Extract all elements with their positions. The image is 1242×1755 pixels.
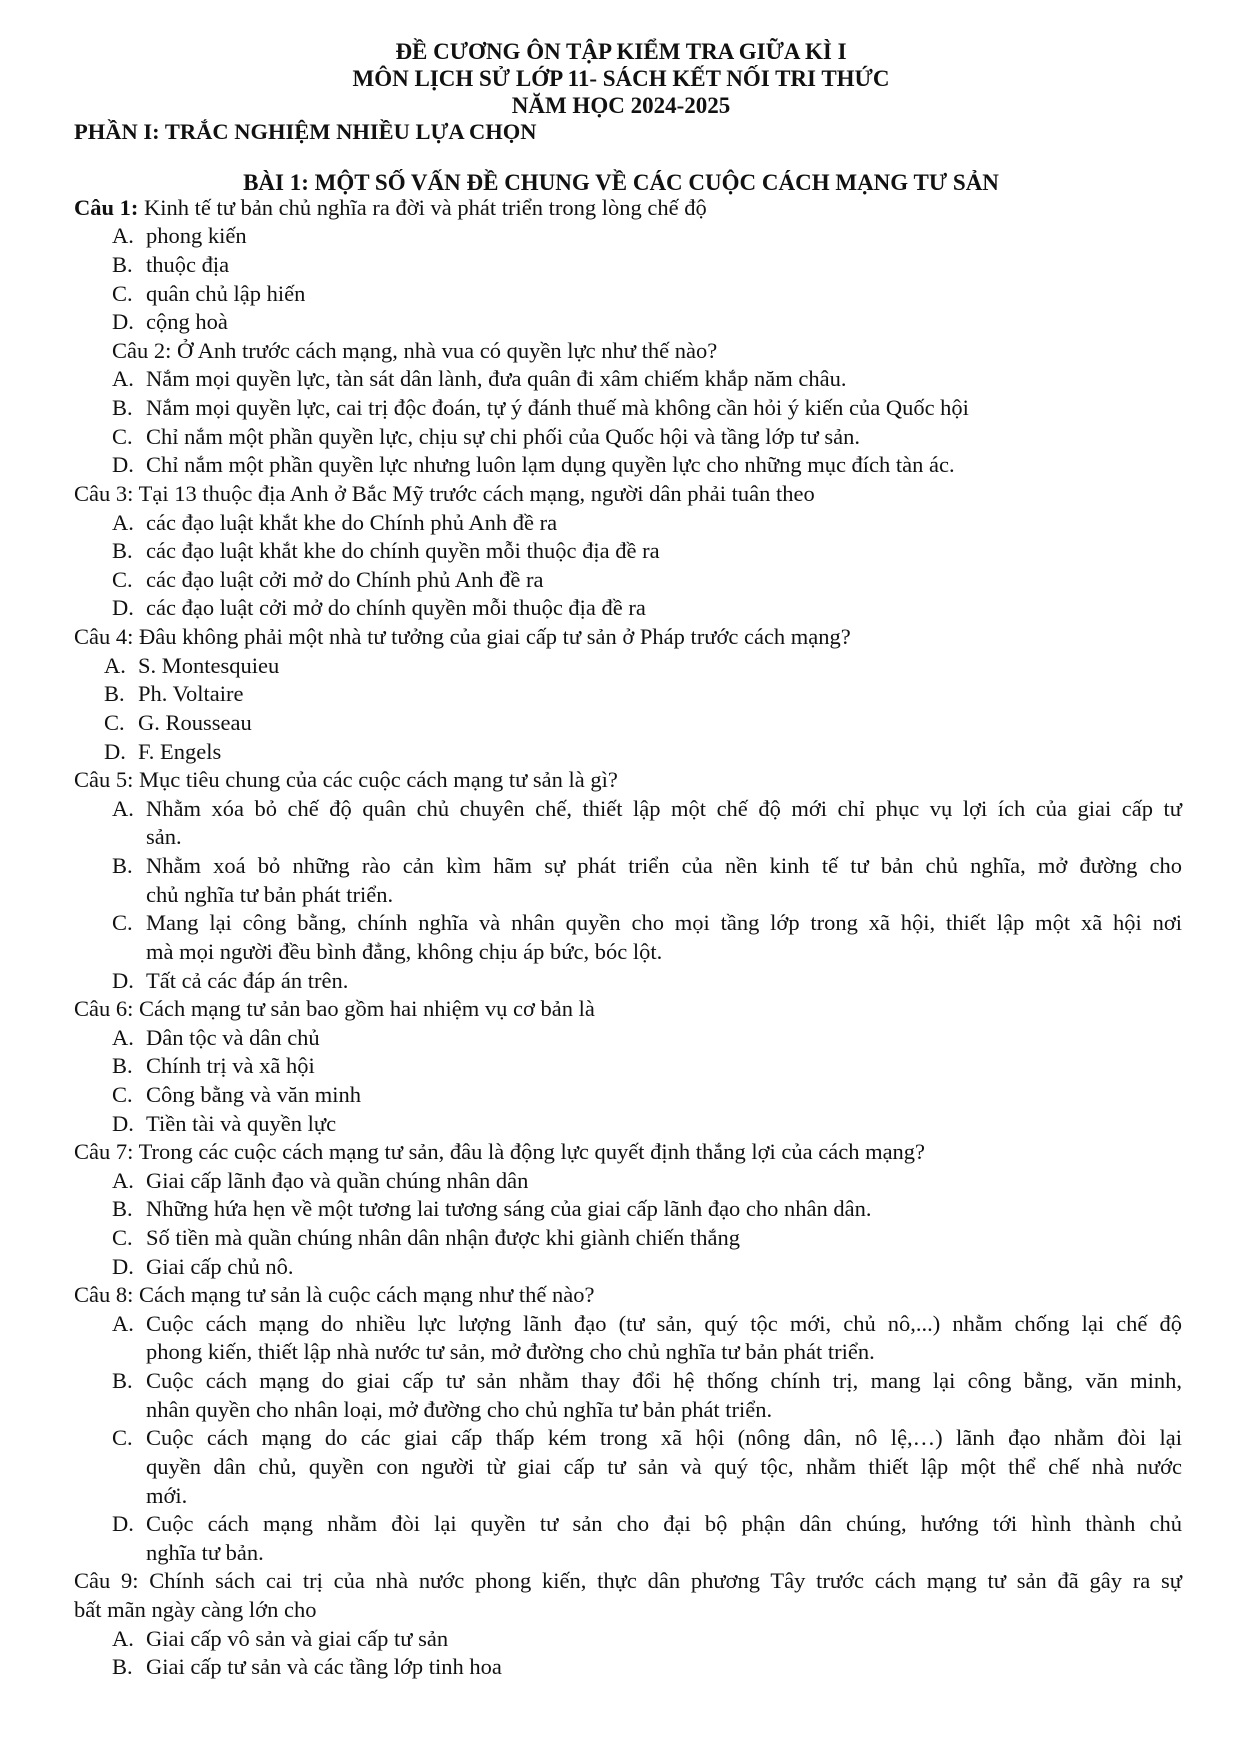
option-text: Chỉ nắm một phần quyền lực nhưng luôn lạm dụng quyền lực cho những mục đích tàn ác.: [146, 452, 955, 477]
option-text: Nhằm xoá bỏ những rào cản kìm hãm sự phát triển của nền kinh tế tư bản chủ nghĩa, mở đường cho: [146, 853, 1182, 878]
option-letter: C.: [112, 1425, 133, 1450]
option-text: Giai cấp tư sản và các tầng lớp tinh hoa: [146, 1654, 502, 1679]
option-letter: A.: [112, 510, 134, 535]
option-letter: C.: [112, 1082, 133, 1107]
option-text: thuộc địa: [146, 252, 230, 277]
option-q8-a: [112, 1309, 1182, 1338]
option-text: Giai cấp chủ nô.: [146, 1254, 294, 1279]
option-q6-c: [112, 1080, 1182, 1109]
option-q9-b: [112, 1652, 1182, 1681]
option-text-continued: nghĩa tư bản.: [146, 1540, 264, 1565]
option-text-continued: chủ nghĩa tư bản phát triển.: [146, 882, 394, 907]
option-text: G. Rousseau: [138, 710, 252, 735]
option-text-continued: [146, 1452, 1182, 1481]
option-text: quân chủ lập hiến: [146, 281, 306, 306]
option-q3-b: [112, 536, 1182, 565]
option-q3-d: [112, 593, 1182, 622]
option-text: Giai cấp lãnh đạo và quần chúng nhân dân: [146, 1168, 529, 1193]
option-q2-a: [112, 364, 1182, 393]
option-text: Mang lại công bằng, chính nghĩa và nhân quyền cho mọi tầng lớp trong xã hội, thiết lập một xã hội nơi: [146, 910, 1182, 935]
option-letter: A.: [112, 1311, 134, 1336]
option-text: các đạo luật cởi mở do Chính phủ Anh đề ra: [146, 567, 544, 592]
option-q2-c: [112, 422, 1182, 451]
option-letter: B.: [112, 1654, 133, 1679]
option-q6-d: [112, 1109, 1182, 1138]
option-letter: D.: [112, 309, 134, 334]
option-letter: A.: [112, 1025, 134, 1050]
option-letter: B.: [112, 395, 133, 420]
option-q5-c: [112, 908, 1182, 937]
option-letter: B.: [112, 1053, 133, 1078]
option-letter: D.: [112, 1254, 134, 1279]
option-q8-b: [112, 1366, 1182, 1395]
option-text: Số tiền mà quần chúng nhân dân nhận được khi giành chiến thắng: [146, 1225, 740, 1250]
question-8: Câu 8: Cách mạng tư sản là cuộc cách mạng như thế nào?: [74, 1282, 595, 1307]
option-letter: C.: [112, 1225, 133, 1250]
option-q6-b: [112, 1051, 1182, 1080]
option-text: quyền dân chủ, quyền con người từ giai cấp tư sản và quý tộc, nhằm thiết lập một thể chế nhà nước: [146, 1454, 1182, 1479]
option-letter: D.: [104, 739, 126, 764]
option-text-continued: mới.: [146, 1483, 188, 1508]
option-q4-d: [104, 737, 1174, 766]
question-3: Câu 3: Tại 13 thuộc địa Anh ở Bắc Mỹ trước cách mạng, người dân phải tuân theo: [74, 481, 815, 506]
option-q6-a: [112, 1023, 1182, 1052]
option-letter: A.: [112, 1626, 134, 1651]
option-text: F. Engels: [138, 739, 222, 764]
option-text-continued: sản.: [146, 824, 182, 849]
option-text: S. Montesquieu: [138, 653, 280, 678]
option-text: Nắm mọi quyền lực, tàn sát dân lành, đưa quân đi xâm chiếm khắp năm châu.: [146, 366, 847, 391]
option-text: Chỉ nắm một phần quyền lực, chịu sự chi phối của Quốc hội và tầng lớp tư sản.: [146, 424, 860, 449]
option-letter: B.: [112, 1368, 133, 1393]
option-q4-b: [104, 679, 1174, 708]
part-title: PHẦN I: TRẮC NGHIỆM NHIỀU LỰA CHỌN: [74, 119, 537, 144]
option-letter: C.: [112, 424, 133, 449]
option-text-continued: nhân quyền cho nhân loại, mở đường cho chủ nghĩa tư bản phát triển.: [146, 1397, 773, 1422]
doc-title-line3: NĂM HỌC 2024-2025: [511, 93, 731, 118]
option-text: Ph. Voltaire: [138, 681, 244, 706]
option-letter: B.: [112, 1196, 133, 1221]
option-q7-a: [112, 1166, 1182, 1195]
question-4: Câu 4: Đâu không phải một nhà tư tưởng của giai cấp tư sản ở Pháp trước cách mạng?: [74, 624, 851, 649]
option-q2-d: [112, 450, 1182, 479]
option-q1-c: [112, 279, 1182, 308]
option-letter: A.: [112, 1168, 134, 1193]
option-letter: D.: [112, 1511, 134, 1536]
option-text: Cuộc cách mạng nhằm đòi lại quyền tư sản cho đại bộ phận dân chúng, hướng tới hình thành chủ: [146, 1511, 1182, 1536]
option-letter: C.: [112, 281, 133, 306]
question-label: Câu 1:: [74, 195, 139, 220]
option-text: Giai cấp vô sản và giai cấp tư sản: [146, 1626, 449, 1651]
option-text: Công bằng và văn minh: [146, 1082, 361, 1107]
option-q9-a: [112, 1624, 1182, 1653]
option-q4-a: [104, 651, 1174, 680]
question-5: Câu 5: Mục tiêu chung của các cuộc cách mạng tư sản là gì?: [74, 767, 618, 792]
option-q5-b: [112, 851, 1182, 880]
option-q1-d: [112, 307, 1182, 336]
option-text-continued: phong kiến, thiết lập nhà nước tư sản, mở đường cho chủ nghĩa tư bản phát triển.: [146, 1339, 875, 1364]
option-q7-c: [112, 1223, 1182, 1252]
option-text: Cuộc cách mạng do nhiều lực lượng lãnh đạo (tư sản, quý tộc mới, chủ nô,...) nhằm chống lại chế độ: [146, 1311, 1182, 1336]
option-text: các đạo luật khắt khe do chính quyền mỗi thuộc địa đề ra: [146, 538, 660, 563]
option-text: Nắm mọi quyền lực, cai trị độc đoán, tự ý đánh thuế mà không cần hỏi ý kiến của Quốc hội: [146, 395, 969, 420]
question-text: Kinh tế tư bản chủ nghĩa ra đời và phát triển trong lòng chế độ: [138, 195, 707, 220]
option-letter: D.: [112, 595, 134, 620]
option-q8-d: [112, 1509, 1182, 1538]
option-letter: A.: [112, 366, 134, 391]
option-letter: C.: [112, 567, 133, 592]
option-text: Tiền tài và quyền lực: [146, 1111, 337, 1136]
question-7: Câu 7: Trong các cuộc cách mạng tư sản, đâu là động lực quyết định thắng lợi của cách mạng?: [74, 1139, 926, 1164]
option-q4-c: [104, 708, 1174, 737]
option-q5-d: [112, 966, 1182, 995]
question-text: Câu 9: Chính sách cai trị của nhà nước phong kiến, thực dân phương Tây trước cách mạng tư sản đã gây ra sự: [74, 1568, 1182, 1593]
option-text: Cuộc cách mạng do các giai cấp thấp kém trong xã hội (nông dân, nô lệ,…) lãnh đạo nhằm đòi lại: [146, 1425, 1182, 1450]
option-letter: B.: [112, 538, 133, 563]
option-letter: D.: [112, 968, 134, 993]
option-letter: A.: [112, 796, 134, 821]
option-q8-c: [112, 1423, 1182, 1452]
option-q7-b: [112, 1194, 1182, 1223]
option-text: các đạo luật cởi mở do chính quyền mỗi thuộc địa đề ra: [146, 595, 646, 620]
option-text-continued: mà mọi người đều bình đẳng, không chịu áp bức, bóc lột.: [146, 939, 663, 964]
option-letter: D.: [112, 452, 134, 477]
option-letter: C.: [104, 710, 125, 735]
question-2: Câu 2: Ở Anh trước cách mạng, nhà vua có quyền lực như thế nào?: [112, 338, 718, 363]
option-q5-a: [112, 794, 1182, 823]
question-6: Câu 6: Cách mạng tư sản bao gồm hai nhiệm vụ cơ bản là: [74, 996, 595, 1021]
option-text: Nhằm xóa bỏ chế độ quân chủ chuyên chế, thiết lập một chế độ mới chỉ phục vụ lợi ích của giai cấp tư: [146, 796, 1182, 821]
option-q2-b: [112, 393, 1182, 422]
option-letter: B.: [112, 853, 133, 878]
question-text-continued: bất mãn ngày càng lớn cho: [74, 1597, 317, 1622]
lesson-title: BÀI 1: MỘT SỐ VẤN ĐỀ CHUNG VỀ CÁC CUỘC CÁCH MẠNG TƯ SẢN: [243, 170, 999, 195]
option-q3-c: [112, 565, 1182, 594]
doc-title-line1: ĐỀ CƯƠNG ÔN TẬP KIỂM TRA GIỮA KÌ I: [395, 39, 847, 64]
option-q3-a: [112, 508, 1182, 537]
option-text: cộng hoà: [146, 309, 228, 334]
option-text: Tất cả các đáp án trên.: [146, 968, 349, 993]
option-letter: C.: [112, 910, 133, 935]
doc-title-line2: MÔN LỊCH SỬ LỚP 11- SÁCH KẾT NỐI TRI THỨC: [352, 66, 890, 91]
question-1: [74, 193, 707, 222]
option-text: Dân tộc và dân chủ: [146, 1025, 320, 1050]
option-letter: D.: [112, 1111, 134, 1136]
question-9: [74, 1566, 1182, 1595]
option-text: các đạo luật khắt khe do Chính phủ Anh đề ra: [146, 510, 558, 535]
option-q1-a: [112, 221, 1182, 250]
option-text: phong kiến: [146, 223, 247, 248]
option-letter: B.: [104, 681, 125, 706]
option-q7-d: [112, 1252, 1182, 1281]
option-text: Cuộc cách mạng do giai cấp tư sản nhằm thay đổi hệ thống chính trị, mang lại công bằng, văn minh,: [146, 1368, 1182, 1393]
option-letter: A.: [104, 653, 126, 678]
option-q1-b: [112, 250, 1182, 279]
option-letter: B.: [112, 252, 133, 277]
option-text: Những hứa hẹn về một tương lai tương sáng của giai cấp lãnh đạo cho nhân dân.: [146, 1196, 872, 1221]
option-text: Chính trị và xã hội: [146, 1053, 315, 1078]
option-letter: A.: [112, 223, 134, 248]
